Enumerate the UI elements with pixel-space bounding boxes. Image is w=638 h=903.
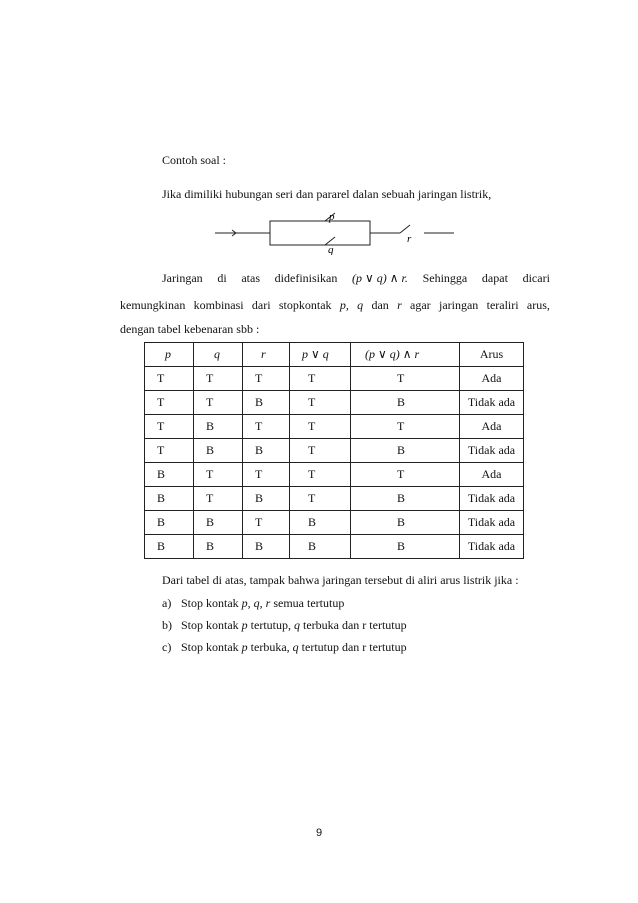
word: Jaringan <box>162 271 203 285</box>
table-cell: B <box>243 391 290 415</box>
table-cell: T <box>290 439 351 463</box>
table-cell: T <box>290 391 351 415</box>
table-cell: B <box>351 535 460 559</box>
header-cell: q <box>194 343 243 367</box>
table-cell: B <box>243 439 290 463</box>
word: arus, <box>526 298 550 312</box>
table-cell: T <box>290 367 351 391</box>
table-cell: T <box>145 391 194 415</box>
table-cell: T <box>145 367 194 391</box>
truth-table <box>144 342 524 559</box>
word: jaringan <box>438 298 479 312</box>
table-cell: B <box>351 391 460 415</box>
table-row <box>145 367 524 391</box>
word: teraliri <box>486 298 519 312</box>
table-cell: B <box>290 511 351 535</box>
table-cell: B <box>194 439 243 463</box>
list-item: a) Stop kontak p, q, r semua tertutup <box>162 596 345 610</box>
table-cell: B <box>194 535 243 559</box>
word: q <box>357 298 364 312</box>
list-label: a) <box>162 596 172 610</box>
table-cell: T <box>145 439 194 463</box>
table-row <box>145 391 524 415</box>
table-header-row <box>145 343 524 367</box>
word: di <box>217 271 227 285</box>
paragraph-line-2 <box>120 298 550 313</box>
word: kemungkinan <box>120 298 186 312</box>
table-cell: B <box>145 535 194 559</box>
word: r <box>397 298 402 312</box>
word: agar <box>410 298 431 312</box>
word: dari <box>251 298 271 312</box>
word: stopkontak <box>278 298 332 312</box>
table-row <box>145 463 524 487</box>
table-cell: T <box>145 415 194 439</box>
word: kombinasi <box>193 298 244 312</box>
word: dan <box>371 298 389 312</box>
header-cell: Arus <box>460 343 524 367</box>
table-cell: T <box>194 391 243 415</box>
table-cell: B <box>351 487 460 511</box>
label-q: q <box>328 244 334 255</box>
paragraph-line-1 <box>162 271 550 286</box>
circuit-diagram <box>200 205 470 255</box>
example-heading: Contoh soal : <box>162 153 227 167</box>
table-cell: Tidak ada <box>460 487 524 511</box>
formula: (p ∨ q) ∧ r. <box>352 271 408 285</box>
label-p: p <box>329 211 335 223</box>
table-cell: B <box>194 511 243 535</box>
table-cell: B <box>145 511 194 535</box>
header-cell: (p ∨ q) ∧ r <box>351 343 460 367</box>
table-row <box>145 415 524 439</box>
table-cell: Tidak ada <box>460 391 524 415</box>
table-cell: Tidak ada <box>460 511 524 535</box>
table-cell: Tidak ada <box>460 439 524 463</box>
header-cell: r <box>243 343 290 367</box>
header-cell: p ∨ q <box>290 343 351 367</box>
table-cell: Ada <box>460 367 524 391</box>
table-cell: T <box>351 463 460 487</box>
table-cell: Ada <box>460 415 524 439</box>
list-item: c) Stop kontak p terbuka, q tertutup dan r tertutup <box>162 640 407 654</box>
table-cell: Ada <box>460 463 524 487</box>
table-cell: T <box>194 367 243 391</box>
table-row <box>145 439 524 463</box>
table-cell: T <box>194 487 243 511</box>
table-cell: B <box>243 487 290 511</box>
table-cell: T <box>243 463 290 487</box>
table-cell: B <box>351 511 460 535</box>
switch-r <box>400 225 410 233</box>
table-cell: T <box>290 415 351 439</box>
label-r: r <box>407 233 412 245</box>
table-row <box>145 511 524 535</box>
word: atas <box>241 271 260 285</box>
page-number: 9 <box>315 827 323 839</box>
table-cell: T <box>351 415 460 439</box>
table-row <box>145 535 524 559</box>
intro-line: Jika dimiliki hubungan seri dan pararel dalan sebuah jaringan listrik, <box>162 187 492 201</box>
table-cell: T <box>243 415 290 439</box>
paragraph-line-3: dengan tabel kebenaran sbb : <box>120 322 260 336</box>
word: didefinisikan <box>274 271 338 285</box>
table-cell: B <box>351 439 460 463</box>
table-cell: B <box>145 487 194 511</box>
table-cell: T <box>351 367 460 391</box>
header-cell: p <box>145 343 194 367</box>
list-label: b) <box>162 618 172 632</box>
table-cell: T <box>243 511 290 535</box>
conclusion-text: Dari tabel di atas, tampak bahwa jaringan tersebut di aliri arus listrik jika : <box>162 573 519 587</box>
table-cell: T <box>290 487 351 511</box>
word: dicari <box>522 271 550 285</box>
table-cell: B <box>145 463 194 487</box>
table-cell: T <box>290 463 351 487</box>
table-cell: B <box>194 415 243 439</box>
word: Sehingga <box>422 271 468 285</box>
parallel-loop <box>270 221 370 245</box>
table-cell: Tidak ada <box>460 535 524 559</box>
table-cell: T <box>243 367 290 391</box>
list-label: c) <box>162 640 172 654</box>
word: dapat <box>481 271 508 285</box>
table-cell: T <box>194 463 243 487</box>
table-row <box>145 487 524 511</box>
table-cell: B <box>243 535 290 559</box>
list-item: b) Stop kontak p tertutup, q terbuka dan r tertutup <box>162 618 407 632</box>
table-cell: B <box>290 535 351 559</box>
word: p, <box>339 298 349 312</box>
